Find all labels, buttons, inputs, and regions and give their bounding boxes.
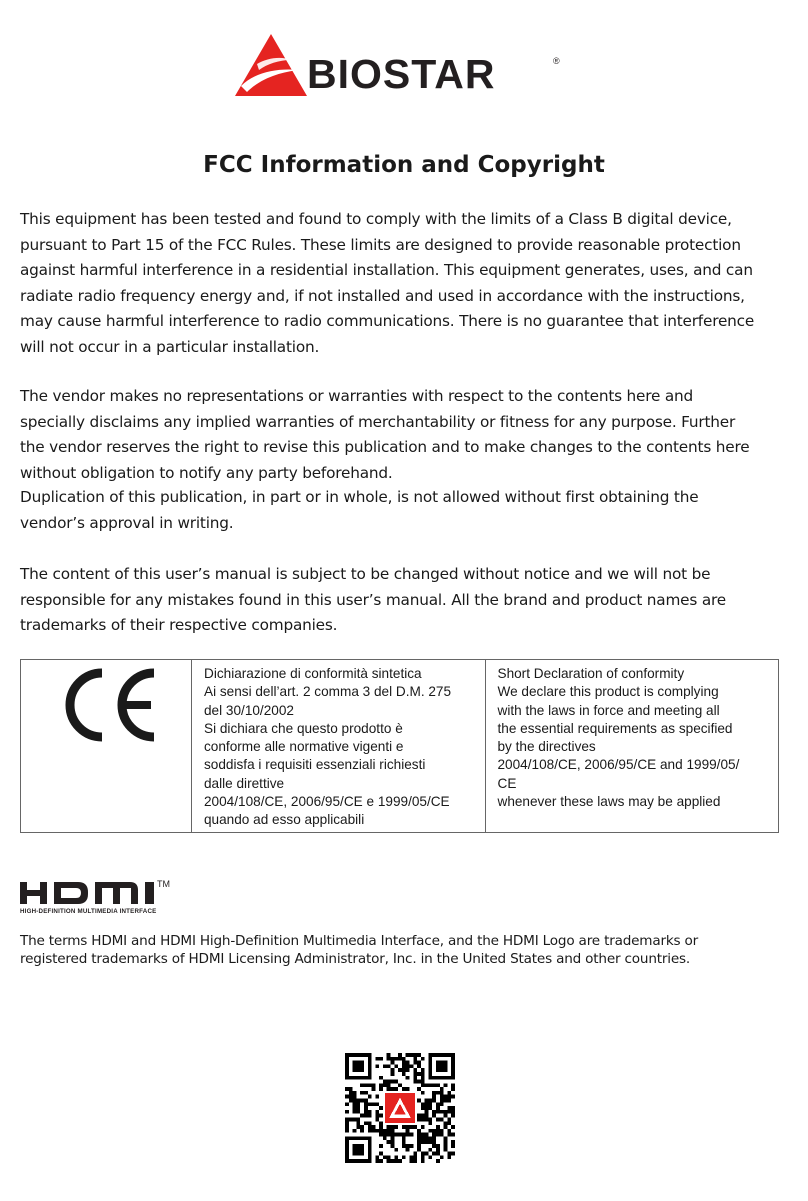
text-line: The terms HDMI and HDMI High-Definition Multimedia Interface, and the HDMI Logo are trademarks or bbox=[20, 933, 699, 949]
text-line: Ai sensi dell’art. 2 comma 3 del D.M. 275 bbox=[204, 684, 452, 700]
text-line: the essential requirements as specified bbox=[497, 720, 733, 736]
ce-mark-cell bbox=[21, 660, 192, 833]
text-line: the vendor reserves the right to revise this publication and to make changes to the contents here bbox=[20, 438, 750, 457]
text-line: CE bbox=[497, 775, 517, 791]
text-line: radiate radio frequency energy and, if not installed and used in accordance with the instructions, bbox=[20, 286, 745, 305]
text-line: will not occur in a particular installation. bbox=[20, 337, 320, 356]
text-line: whenever these laws may be applied bbox=[497, 794, 721, 810]
text-line: vendor’s approval in writing. bbox=[20, 513, 234, 532]
hdmi-trademark: TM bbox=[157, 879, 170, 889]
text-line: Si dichiara che questo prodotto è bbox=[204, 720, 403, 736]
ce-mark-icon bbox=[54, 665, 164, 745]
text-line: 2004/108/CE, 2006/95/CE and 1999/05/ bbox=[497, 757, 740, 773]
text-line: by the directives bbox=[497, 739, 596, 755]
brand-name: BIOSTAR bbox=[307, 51, 496, 97]
qr-code-icon bbox=[345, 1053, 455, 1163]
text-line: responsible for any mistakes found in this user’s manual. All the brand and product names are bbox=[20, 590, 726, 609]
page-title: FCC Information and Copyright bbox=[203, 152, 605, 178]
trademark-paragraph bbox=[20, 562, 795, 639]
italian-declaration-cell bbox=[192, 660, 486, 833]
text-line: specially disclaims any implied warranties of merchantability or fitness for any purpose. Further bbox=[20, 412, 736, 431]
fcc-paragraph bbox=[20, 207, 795, 361]
text-line: conforme alle normative vigenti e bbox=[204, 739, 404, 755]
text-line: This equipment has been tested and found to comply with the limits of a Class B digital device, bbox=[20, 210, 732, 228]
text-line: against harmful interference in a residential installation. This equipment generates, uses, and can bbox=[20, 261, 753, 280]
text-line: soddisfa i requisiti essenziali richiesti bbox=[204, 757, 426, 773]
biostar-triangle-icon bbox=[233, 34, 311, 100]
duplication-paragraph bbox=[20, 485, 795, 536]
conformity-declaration-table bbox=[20, 659, 779, 833]
warranty-paragraph bbox=[20, 384, 795, 486]
text-line: with the laws in force and meeting all bbox=[497, 702, 720, 718]
text-line: quando ad esso applicabili bbox=[204, 812, 365, 828]
text-line: Short Declaration of conformity bbox=[497, 666, 685, 681]
text-line: may cause harmful interference to radio communications. There is no guarantee that interference bbox=[20, 312, 755, 331]
text-line: without obligation to notify any party beforehand. bbox=[20, 463, 393, 482]
text-line: trademarks of their respective companies. bbox=[20, 616, 338, 635]
text-line: 2004/108/CE, 2006/95/CE e 1999/05/CE bbox=[204, 794, 450, 810]
biostar-logo bbox=[233, 34, 578, 100]
text-line: Duplication of this publication, in part or in whole, is not allowed without first obtaining the bbox=[20, 488, 699, 506]
text-line: del 30/10/2002 bbox=[204, 702, 294, 718]
text-line: dalle direttive bbox=[204, 775, 285, 791]
text-line: pursuant to Part 15 of the FCC Rules. These limits are designed to provide reasonable protection bbox=[20, 235, 741, 254]
hdmi-subtitle: HIGH-DEFINITION MULTIMEDIA INTERFACE bbox=[20, 908, 157, 915]
text-line: registered trademarks of HDMI Licensing Administrator, Inc. in the United States and other countries. bbox=[20, 951, 690, 967]
english-declaration-cell bbox=[485, 660, 779, 833]
registered-mark: ® bbox=[553, 56, 560, 66]
hdmi-notice bbox=[20, 932, 795, 968]
text-line: The content of this user’s manual is subject to be changed without notice and we will not be bbox=[20, 565, 711, 583]
text-line: We declare this product is complying bbox=[497, 684, 719, 700]
text-line: The vendor makes no representations or warranties with respect to the contents here and bbox=[20, 387, 694, 405]
text-line: Dichiarazione di conformità sintetica bbox=[204, 666, 422, 681]
